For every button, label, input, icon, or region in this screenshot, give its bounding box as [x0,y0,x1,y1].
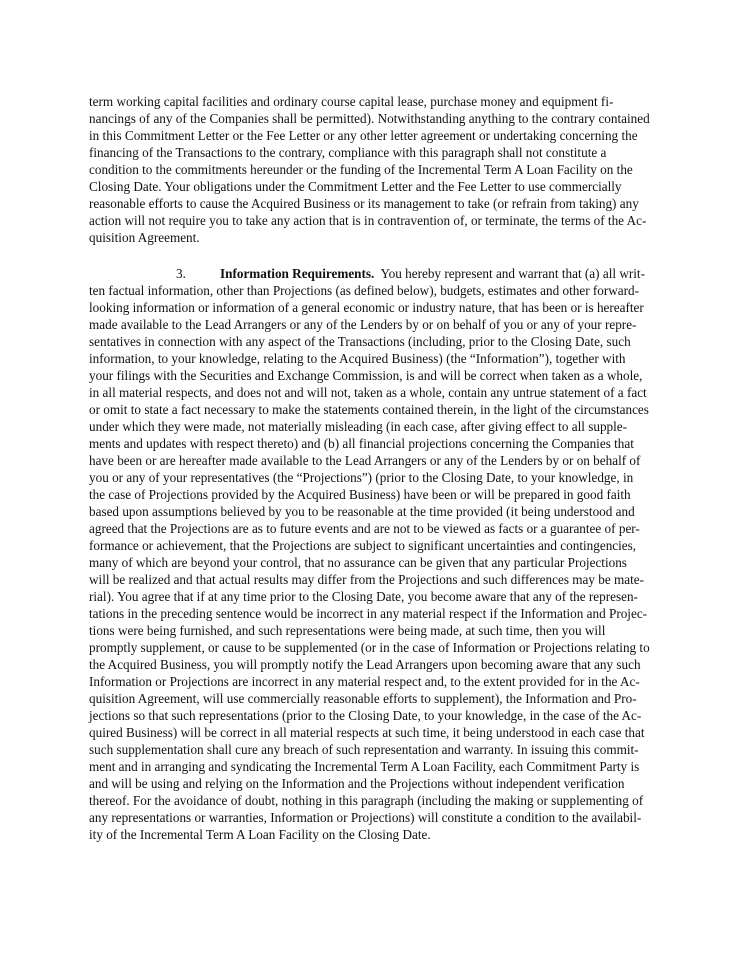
text-line: tions were being furnished, and such representations were being made, at such time, then you will [89,623,606,638]
section-number: 3. [176,266,186,281]
text-line: in this Commitment Letter or the Fee Letter or any other letter agreement or undertaking concerning the [89,128,638,143]
text-line: information, to your knowledge, relating to the Acquired Business) (the “Information”), together with [89,351,626,366]
text-line: jections so that such representations (prior to the Closing Date, to your knowledge, in the case of the Ac- [89,708,642,723]
text-line: you or any of your representatives (the “Projections”) (prior to the Closing Date, to your knowledge, in [89,470,634,485]
text-line: promptly supplement, or cause to be supplemented (or in the case of Information or Projections relating to [89,640,650,655]
text-line: ity of the Incremental Term A Loan Facility on the Closing Date. [89,827,431,842]
text-line: will be realized and that actual results may differ from the Projections and such differences may be mate- [89,572,645,587]
section-3-first-line [176,266,645,283]
text-line: your filings with the Securities and Exchange Commission, is and will be correct when taken as a whole, [89,368,643,383]
text-line: have been or are hereafter made available to the Lead Arrangers or any of the Lenders by or on behalf of [89,453,641,468]
text-line: financing of the Transactions to the contrary, compliance with this paragraph shall not constitute a [89,145,607,160]
text-line: nancings of any of the Companies shall be permitted). Notwithstanding anything to the contrary contained [89,111,650,126]
text-line: based upon assumptions believed by you to be reasonable at the time provided (it being understood and [89,504,635,519]
text-line: formance or achievement, that the Projections are subject to significant uncertainties and contingencies, [89,538,637,553]
text-line: ten factual information, other than Projections (as defined below), budgets, estimates and other forward- [89,283,640,298]
text-line: sentatives in connection with any aspect of the Transactions (including, prior to the Closing Date, such [89,334,631,349]
section-heading: Information Requirements. [220,266,375,281]
text-line: such supplementation shall cure any breach of such representation and warranty. In issuing this commit- [89,742,639,757]
text-line: reasonable efforts to cause the Acquired Business or its management to take (or refrain from taking) any [89,196,639,211]
text-line: condition to the commitments hereunder or the funding of the Incremental Term A Loan Facility on the [89,162,633,177]
text-line: term working capital facilities and ordinary course capital lease, purchase money and equipment fi- [89,94,614,109]
text-line: quisition Agreement. [89,230,200,245]
text-line: Information or Projections are incorrect in any material respect and, to the extent provided for in the Ac- [89,674,640,689]
text-line: the case of Projections provided by the Acquired Business) have been or will be prepared in good faith [89,487,631,502]
text-line: quired Business) will be correct in all material respects at such time, it being understood in each case that [89,725,645,740]
text-line: thereof. For the avoidance of doubt, nothing in this paragraph (including the making or supplementing of [89,793,644,808]
text-line: the Acquired Business, you will promptly notify the Lead Arrangers upon becoming aware that any such [89,657,641,672]
text-line: ment and in arranging and syndicating the Incremental Term A Loan Facility, each Commitment Party is [89,759,640,774]
text-line: quisition Agreement, will use commercially reasonable efforts to supplement), the Information and Pro- [89,691,637,706]
text-line: made available to the Lead Arrangers or any of the Lenders by or on behalf of you or any of your repre- [89,317,637,332]
text-line: action will not require you to take any action that is in contravention of, or terminate, the terms of the Ac- [89,213,647,228]
text-line: in all material respects, and does not and will not, taken as a whole, contain any untrue statement of a fact [89,385,647,400]
text-line: ments and updates with respect thereto) and (b) all financial projections concerning the Companies that [89,436,634,451]
text-line: tations in the preceding sentence would be incorrect in any material respect if the Information and Projec- [89,606,648,621]
text-line: under which they were made, not materially misleading (in each case, after giving effect to all supple- [89,419,628,434]
text-line: You hereby represent and warrant that (a) all writ- [380,266,645,281]
text-line: looking information or information of a general economic or industry nature, that has been or is hereafter [89,300,644,315]
text-line: any representations or warranties, Information or Projections) will constitute a condition to the availabil- [89,810,642,825]
text-line: Closing Date. Your obligations under the Commitment Letter and the Fee Letter to use commercially [89,179,622,194]
text-line: rial). You agree that if at any time prior to the Closing Date, you become aware that any of the represen- [89,589,638,604]
text-line: or omit to state a fact necessary to make the statements contained therein, in the light of the circumstances [89,402,649,417]
text-line: agreed that the Projections are as to future events and are not to be viewed as facts or a guarantee of per- [89,521,640,536]
text-line: and will be using and relying on the Information and the Projections without independent verification [89,776,625,791]
text-line: many of which are beyond your control, that no assurance can be given that any particular Projections [89,555,627,570]
